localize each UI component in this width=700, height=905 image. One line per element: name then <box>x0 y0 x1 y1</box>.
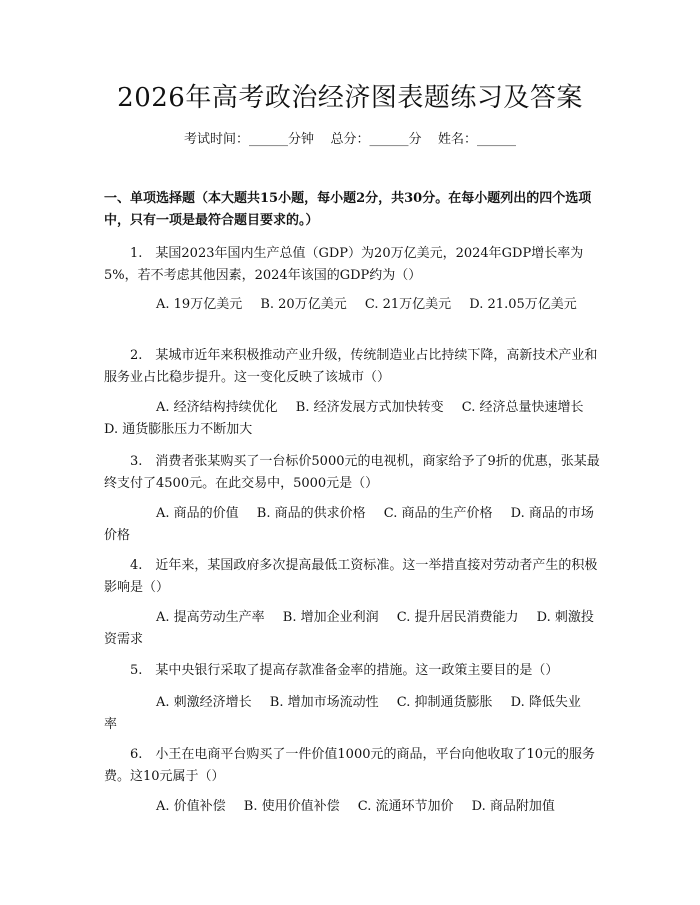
question-5-options <box>104 692 604 736</box>
question-6-stem: 6. 小王在电商平台购买了一件价值1000元的商品，平台向他收取了10元的服务费。这10元属于（） <box>104 747 596 784</box>
question-4-option-b: B. 增加企业利润 <box>282 610 379 625</box>
question-2-option-d: D. 通货膨胀压力不断加大 <box>104 422 253 437</box>
question-4-stem: 4. 近年来，某国政府多次提高最低工资标准。这一举措直接对劳动者产生的积极影响是（） <box>104 558 598 595</box>
question-4-option-c: C. 提升居民消费能力 <box>396 610 519 625</box>
question-3-stem: 3. 消费者张某购买了一台标价5000元的电视机，商家给予了9折的优惠，张某最终支付了4500元。在此交易中，5000元是（） <box>104 454 600 491</box>
question-5-option-c: C. 抑制通货膨胀 <box>396 695 493 710</box>
question-6-option-c: C. 流通环节加价 <box>357 799 454 814</box>
question-2-option-b: B. 经济发展方式加快转变 <box>295 400 444 415</box>
question-1-option-c: C. 21万亿美元 <box>364 297 452 312</box>
question-3-option-c: C. 商品的生产价格 <box>383 506 493 521</box>
question-1-option-b: B. 20万亿美元 <box>260 297 347 312</box>
question-1-option-a: A. 19万亿美元 <box>156 297 243 312</box>
question-3-option-b: B. 商品的供求价格 <box>256 506 366 521</box>
question-6-options <box>104 796 604 818</box>
question-3-option-d: D. 商品的市场价格 <box>104 506 594 543</box>
question-5-option-d: D. 降低失业率 <box>104 695 581 732</box>
question-5-option-b: B. 增加市场流动性 <box>269 695 379 710</box>
question-2-stem: 2. 某城市近年来积极推动产业升级，传统制造业占比持续下降，高新技术产业和服务业占比稳步提升。这一变化反映了该城市（） <box>104 348 598 385</box>
question-1-option-d: D. 21.05万亿美元 <box>469 297 577 312</box>
question-4-option-a: A. 提高劳动生产率 <box>156 610 265 625</box>
question-5-stem: 5. 某中央银行采取了提高存款准备金率的措施。这一政策主要目的是（） <box>130 663 559 678</box>
section-heading: 一、单项选择题（本大题共15小题，每小题2分，共30分。在每小题列出的四个选项中，只有一项是最符合题目要求的。） <box>104 191 592 228</box>
question-5-option-a: A. 刺激经济增长 <box>156 695 252 710</box>
exam-meta-line: 考试时间：______分钟 总分：______分 姓名：______ <box>183 132 517 147</box>
question-3-option-a: A. 商品的价值 <box>156 506 239 521</box>
question-2-option-c: C. 经济总量快速增长 <box>461 400 584 415</box>
question-2-option-a: A. 经济结构持续优化 <box>156 400 278 415</box>
question-1-stem: 1. 某国2023年国内生产总值（GDP）为20万亿美元，2024年GDP增长率为5%，若不考虑其他因素，2024年该国的GDP约为（） <box>104 246 584 283</box>
question-6-option-d: D. 商品附加值 <box>471 799 555 814</box>
question-6-option-b: B. 使用价值补偿 <box>243 799 340 814</box>
question-1-options <box>104 294 604 316</box>
question-6-option-a: A. 价值补偿 <box>156 799 226 814</box>
question-4-options <box>104 607 604 651</box>
question-4-option-d: D. 刺激投资需求 <box>104 610 594 647</box>
question-2-options <box>104 397 604 441</box>
document-title: 2026年高考政治经济图表题练习及答案 <box>117 83 583 113</box>
question-3-options <box>104 503 604 547</box>
